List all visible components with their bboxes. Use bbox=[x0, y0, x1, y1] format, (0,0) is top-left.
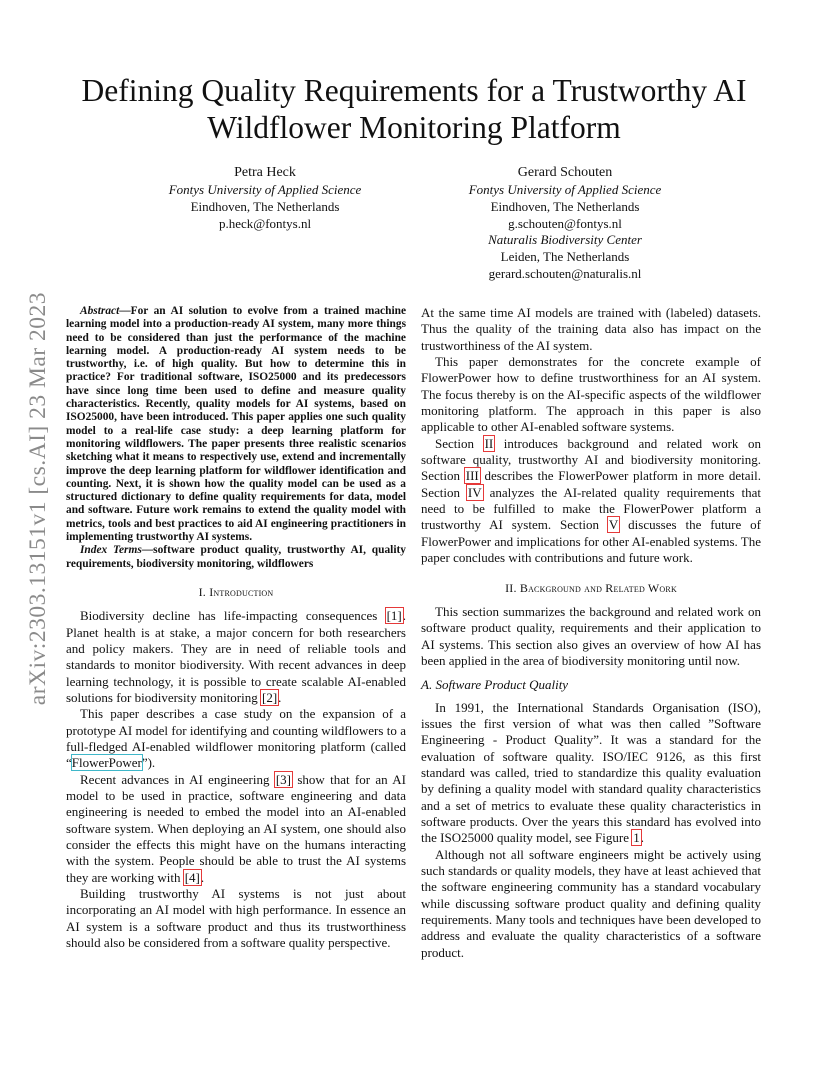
intro-paragraph-2: This paper describes a case study on the expansion of a prototype AI model for identifying and counting wildflowers to a full-fledged AI-enabled wildflower monitoring platform (called “FlowerPower”). bbox=[66, 706, 406, 771]
paper-title: Defining Quality Requirements for a Trustworthy AI Wildflower Monitoring Platform bbox=[81, 73, 747, 145]
author-affiliation-2: Naturalis Biodiversity Center bbox=[488, 232, 642, 248]
abstract-text: For an AI solution to evolve from a trained machine learning model into a production-ready AI system, many more things need to be considered than just the performance of the machine learning model. A production-ready AI system needs to be trustworthy, i.e. of high quality. But how to determine this in practice? For traditional software, ISO25000 and its predecessors have since long time been used to define and measure quality characteristics. Recently, quality models for AI systems, based on ISO25000, have been introduced. This paper applies one such quality model to a real-life case study: a deep learning platform for monitoring wildflowers. The paper presents three realistic scenarios sketching what it means to respectively use, extend and incrementally improve the deep learning platform for wildflower identification and counting. Next, it is shown how the quality model can be used as a structured dictionary to define quality requirements for data, model and software. Future work remains to extend the quality model with metrics, tools and best practices to aid AI engineering practitioners in implementing trustworthy AI systems. bbox=[66, 305, 406, 544]
section-number: II. bbox=[505, 580, 517, 595]
section-link[interactable]: V bbox=[608, 517, 619, 533]
author-affiliation: Fontys University of Applied Science bbox=[168, 182, 362, 197]
right-paragraph-2: This paper demonstrates for the concrete example of FlowerPower how to define trustworthiness for an AI system. The focus thereby is on the AI-specific aspects of the wildflower monitoring platform. The approach in this paper is also applicable to other AI-enabled software systems. bbox=[421, 354, 761, 435]
figure-link[interactable]: 1 bbox=[633, 830, 640, 846]
right-paragraph-3: Section II introduces background and related work on software quality, trustworthy AI and biodiversity monitoring. Section III describes the FlowerPower platform in more detail. Section IV analyzes the AI-related quality requirements that need to be fulfilled to make the FlowerPower platform a trustworthy AI system. Section V discusses the future of FlowerPower and implications for other AI-enabled systems. The paper concludes with contributions and future work. bbox=[421, 435, 762, 566]
section-link[interactable]: II bbox=[484, 435, 494, 451]
section-number: I. bbox=[198, 584, 207, 599]
author-email[interactable]: p.heck@fontys.nl bbox=[218, 215, 312, 231]
spq-paragraph-2: Although not all software engineers might be actively using such standards or quality models, they have at least achieved that the software engineering community has a standard vocabulary while discussing software product quality and defining quality requirements. Many tools and techniques have been developed to address and evaluate the quality characteristics of a software product. bbox=[421, 846, 761, 960]
right-paragraph-1: At the same time AI models are trained with (labeled) datasets. Thus the quality of the training data also has impact on the trustworthiness of the AI system. bbox=[421, 305, 761, 353]
author-email-2[interactable]: gerard.schouten@naturalis.nl bbox=[488, 265, 642, 281]
right-column bbox=[421, 305, 761, 961]
left-column bbox=[66, 305, 406, 952]
author-location: Eindhoven, The Netherlands bbox=[190, 198, 340, 214]
index-terms-text: software product quality, trustworthy AI, quality requirements, biodiversity monitoring, wildflowers bbox=[66, 544, 406, 570]
author-email[interactable]: g.schouten@fontys.nl bbox=[508, 215, 622, 231]
citation-link[interactable]: [4] bbox=[184, 869, 200, 885]
section-title: Background and Related Work bbox=[519, 580, 677, 595]
citation-link[interactable]: [2] bbox=[262, 690, 278, 705]
section-link[interactable]: IV bbox=[467, 484, 482, 500]
author-location-2: Leiden, The Netherlands bbox=[500, 249, 630, 265]
author-block-heck bbox=[130, 164, 400, 232]
author-name: Gerard Schouten bbox=[517, 165, 613, 180]
section-heading-background bbox=[421, 580, 761, 596]
arxiv-identifier: arXiv:2303.13151v1 [cs.AI] 23 Mar 2023 bbox=[25, 292, 51, 706]
section-link[interactable]: III bbox=[465, 468, 479, 484]
citation-link[interactable]: [1] bbox=[386, 608, 402, 624]
section-title: Introduction bbox=[209, 584, 274, 599]
index-terms-label: Index Terms bbox=[80, 544, 142, 557]
author-block-schouten bbox=[430, 164, 700, 283]
author-affiliation: Fontys University of Applied Science bbox=[468, 182, 662, 197]
author-name: Petra Heck bbox=[234, 165, 296, 180]
section-heading-introduction bbox=[66, 584, 406, 600]
intro-paragraph-4: Building trustworthy AI systems is not just about incorporating an AI model with high performance. In essence an AI system is a software product and thus its trustworthiness should also be considered from a software quality perspective. bbox=[66, 886, 406, 951]
abstract: Abstract—For an AI solution to evolve from a trained machine learning model into a production-ready AI system, many more things need to be considered than just the performance of the machine learning model. A production-ready AI system needs to be trustworthy, i.e. of high quality. But how to determine this in practice? For traditional software, ISO25000 and its predecessors have since long time been used to define and measure quality characteristics. Recently, quality models for AI systems, based on ISO25000, have been introduced. This paper applies one such quality model to a real-life case study: a deep learning platform for monitoring wildflowers. The paper presents three realistic scenarios sketching what it means to respectively use, extend and incrementally improve the deep learning platform for wildflower identification and counting. Next, it is shown how the quality model can be used as a structured dictionary to define quality requirements for data, model and software. Future work remains to extend the quality model with metrics, tools and best practices to aid AI engineering practitioners in implementing trustworthy AI systems. bbox=[66, 305, 406, 544]
index-terms: Index Terms—software product quality, trustworthy AI, quality requirements, biodiversity monitoring, wildflowers bbox=[66, 544, 406, 570]
citation-link[interactable]: [3] bbox=[275, 771, 291, 787]
intro-paragraph-3: Recent advances in AI engineering [3] show that for an AI model to be used in practice, software engineering and data engineering is needed to embed the model into an AI-enabled software system. When deploying an AI system, one should also consider the effects this might have on the humans interacting with the system. People should be able to trust the AI systems they are working with [4]. bbox=[66, 771, 406, 885]
spq-paragraph-1: In 1991, the International Standards Organisation (ISO), issues the first version of what was then called ”Software Engineering - Product Quality”. It was a standard for the evaluation of software quality. ISO/IEC 9126, as this first standard was called, tried to standardize this quality evaluation by defining a quality model with standard quality characteristics and a set of metrics to evaluate these quality characteristics in software products. Over the years this standard has evolved into the ISO25000 quality model, see Figure 1. bbox=[421, 699, 761, 846]
intro-paragraph-1: Biodiversity decline has life-impacting consequences [1]. Planet health is at stake, a major concern for both researchers and policy makers. They are in need of reliable tools and standards to monitor biodiversity. With recent advances in deep learning technology, it is possible to create scalable AI-enabled solutions for biodiversity monitoring [2]. bbox=[66, 608, 406, 705]
subsection-heading-software-product-quality: A. Software Product Quality bbox=[421, 677, 569, 693]
author-location: Eindhoven, The Netherlands bbox=[490, 198, 640, 214]
flowerpower-link[interactable]: FlowerPower bbox=[71, 755, 142, 771]
abstract-label: Abstract bbox=[80, 305, 120, 317]
background-paragraph-1: This section summarizes the background and related work on software product quality, requirements and their application to AI systems. This section also gives an overview of how AI has been applied in the area of biodiversity monitoring until now. bbox=[421, 603, 761, 668]
